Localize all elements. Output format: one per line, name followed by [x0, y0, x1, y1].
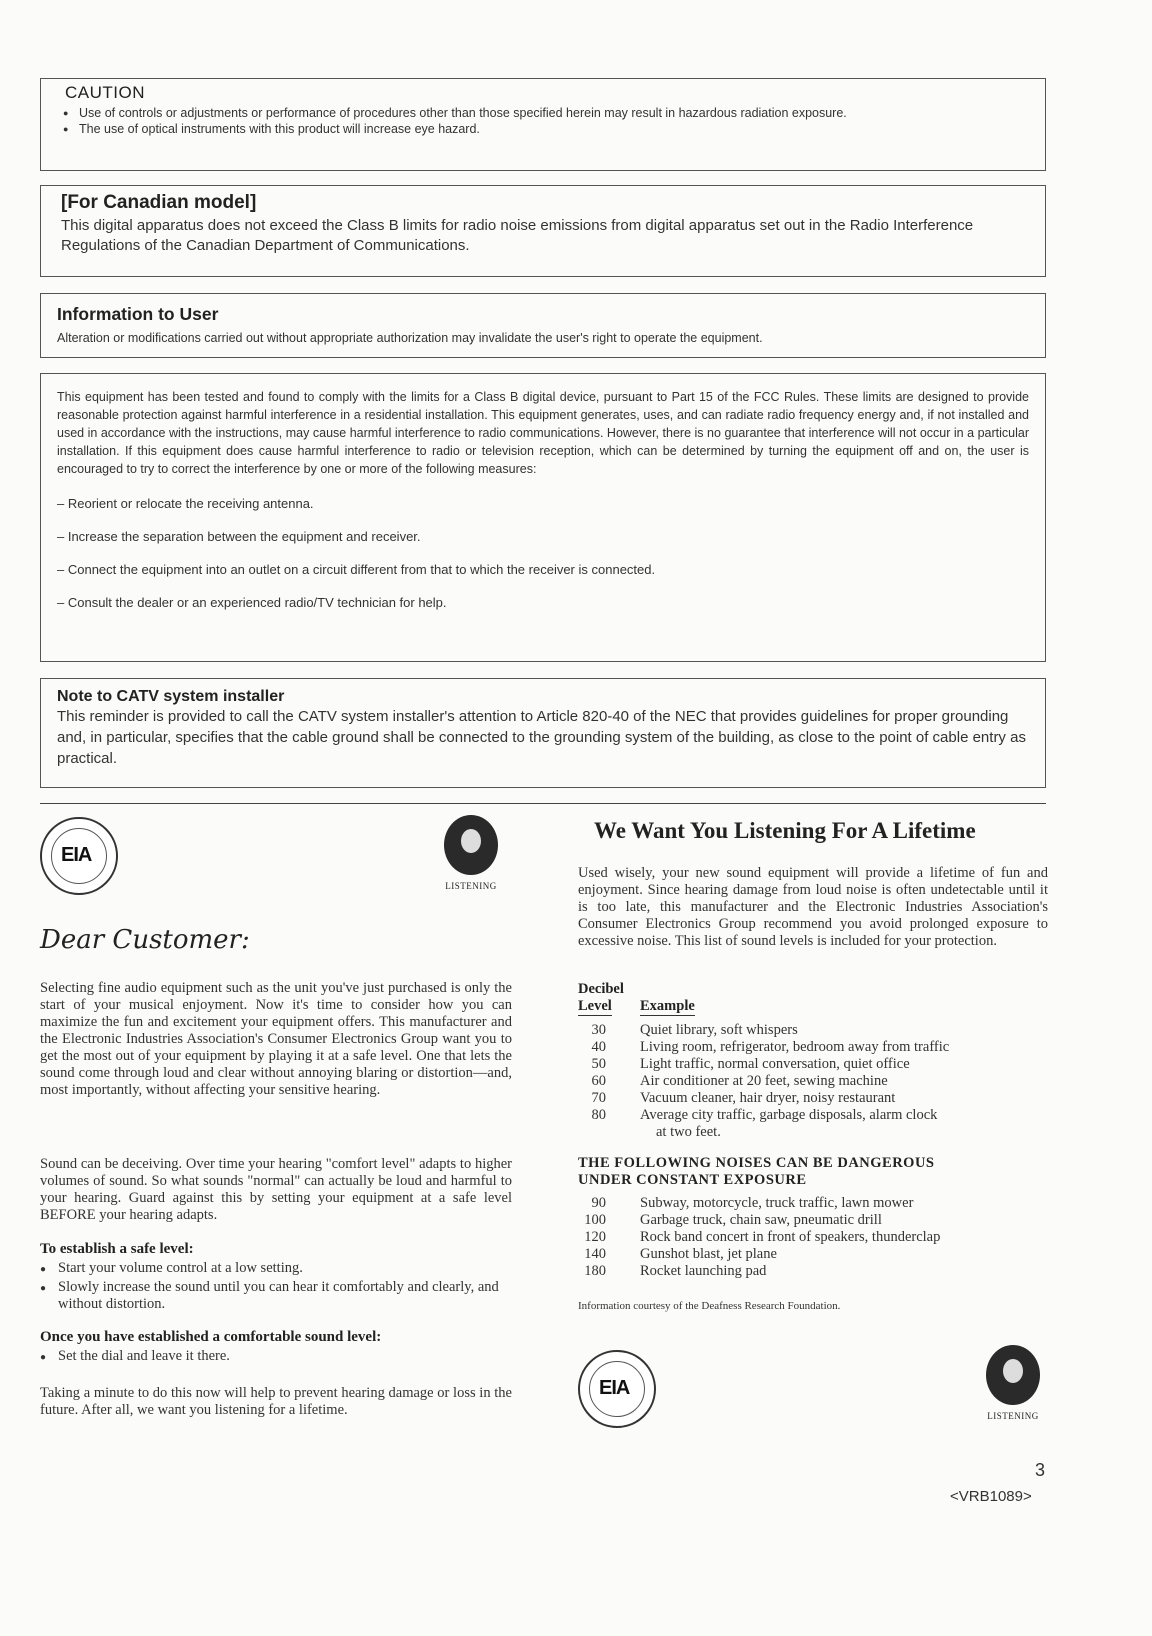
eia-logo [40, 817, 118, 895]
safe-level-heading: To establish a safe level: [40, 1241, 194, 1257]
catv-note-box [40, 678, 1046, 788]
caution-heading: CAUTION [65, 83, 145, 102]
deceiving-paragraph: Sound can be deceiving. Over time your hearing "comfort level" adapts to higher volumes of sound. So what sounds "normal" can actually be loud and harmful to your hearing. Guard against this by setting your equipment at a safe level BEFORE your hearing adapts. [40, 1156, 512, 1223]
fcc-statement-box [40, 373, 1046, 662]
caution-item: ● The use of optical instruments with this product will increase eye hazard. [61, 121, 1025, 137]
caution-list [61, 105, 1025, 137]
right-intro: Used wisely, your new sound equipment will provide a lifetime of fun and enjoyment. Since hearing damage from loud noise is often undetectable until it is too late, this manufacturer and the Electronic Industries Association's Consumer Electronics Group recommend you avoid prolonged exposure to excessive noise. This list of sound levels is included for your protection. [578, 865, 1048, 949]
listening-logo-text: LISTENING [987, 1411, 1039, 1421]
listening-logo-text: LISTENING [445, 881, 497, 891]
danger-heading: THE FOLLOWING NOISES CAN BE DANGEROUS UNDER CONSTANT EXPOSURE [578, 1155, 935, 1188]
intro-paragraph: Selecting fine audio equipment such as the unit you've just purchased is only the start of your musical enjoyment. Now it's time to consider how you can maximize the fun and excitement your equipment offers. This manufacturer and the Electronic Industries Association's Consumer Electronics Group want you to get the most out of your equipment by playing it at a safe level. One that lets the sound come through loud and clear without annoying blaring or distortion—and, most importantly, without affecting your sensitive hearing. [40, 980, 512, 1098]
col-level: Level [578, 998, 612, 1014]
info-user-heading: Information to User [57, 304, 219, 324]
bullet-icon: ● [40, 1352, 47, 1363]
canadian-model-box [40, 185, 1046, 277]
fcc-body: This equipment has been tested and found to comply with the limits for a Class B digital device, pursuant to Part 15 of the FCC Rules. These limits are designed to provide reasonable protection against harmful interference in a residential installation. This equipment generates, uses, and can radiate radio frequency energy and, if not installed and used in accordance with the instructions, may cause harmful interference to radio communications. However, there is no guarantee that interference will not occur in a particular installation. If this equipment does cause harmful interference to radio or television reception, which can be determined by turning the equipment off and on, the user is encouraged to try to correct the interference by one or more of the following measures: [57, 390, 1029, 476]
fcc-measure: – Connect the equipment into an outlet on a circuit different from that to which the receiver is connected. [57, 562, 656, 577]
info-user-body: Alteration or modifications carried out without appropriate authorization may invalidate the user's right to operate the equipment. [57, 331, 763, 345]
page-number: 3 [1035, 1460, 1046, 1480]
listening-for-a-lifetime-logo [978, 1345, 1048, 1435]
bullet-icon: ● [40, 1264, 47, 1275]
fcc-measure: – Increase the separation between the equipment and receiver. [57, 529, 421, 544]
eia-logo-text: EIA [61, 844, 92, 866]
salutation: Dear Customer: [40, 925, 250, 955]
fcc-measure: – Reorient or relocate the receiving antenna. [57, 496, 314, 511]
catv-heading: Note to CATV system installer [57, 688, 285, 705]
courtesy-note: Information courtesy of the Deafness Research Foundation. [578, 1300, 841, 1312]
catv-body: This reminder is provided to call the CATV system installer's attention to Article 820-40 of the NEC that provides guidelines for proper grounding and, in particular, specifies that the cable ground shall be connected to the grounding system of the building, as close to the point of cable entry as practical. [57, 708, 1026, 767]
eia-logo [578, 1350, 656, 1428]
safe-level-item: ● Start your volume control at a low setting. [40, 1260, 303, 1276]
listening-for-a-lifetime-logo [436, 815, 506, 905]
information-to-user-box [40, 293, 1046, 358]
caution-item: ● Use of controls or adjustments or performance of procedures other than those specified herein may result in hazardous radiation exposure. [61, 105, 1025, 121]
comfort-level-item: ● Set the dial and leave it there. [40, 1348, 230, 1364]
safe-level-item: ● Slowly increase the sound until you can hear it comfortably and clearly, and without distortion. [40, 1279, 499, 1312]
canadian-heading: [For Canadian model] [61, 192, 257, 213]
bullet-icon: ● [40, 1283, 47, 1294]
section-divider [40, 803, 1046, 804]
closing-paragraph: Taking a minute to do this now will help to prevent hearing damage or loss in the future. After all, we want you listening for a lifetime. [40, 1385, 512, 1418]
canadian-body: This digital apparatus does not exceed the Class B limits for radio noise emissions from digital apparatus set out in the Radio Interference Regulations of the Canadian Department of Communications. [61, 217, 974, 254]
ear-icon [986, 1345, 1040, 1405]
ear-icon [444, 815, 498, 875]
comfort-level-heading: Once you have established a comfortable sound level: [40, 1329, 382, 1345]
fcc-measure: – Consult the dealer or an experienced radio/TV technician for help. [57, 595, 447, 610]
document-code: <VRB1089> [950, 1488, 1032, 1505]
col-example: Example [640, 998, 695, 1014]
caution-box [40, 78, 1046, 171]
eia-logo-text: EIA [599, 1377, 630, 1399]
right-title: We Want You Listening For A Lifetime [594, 818, 976, 843]
col-decibel: Decibel [578, 981, 624, 997]
